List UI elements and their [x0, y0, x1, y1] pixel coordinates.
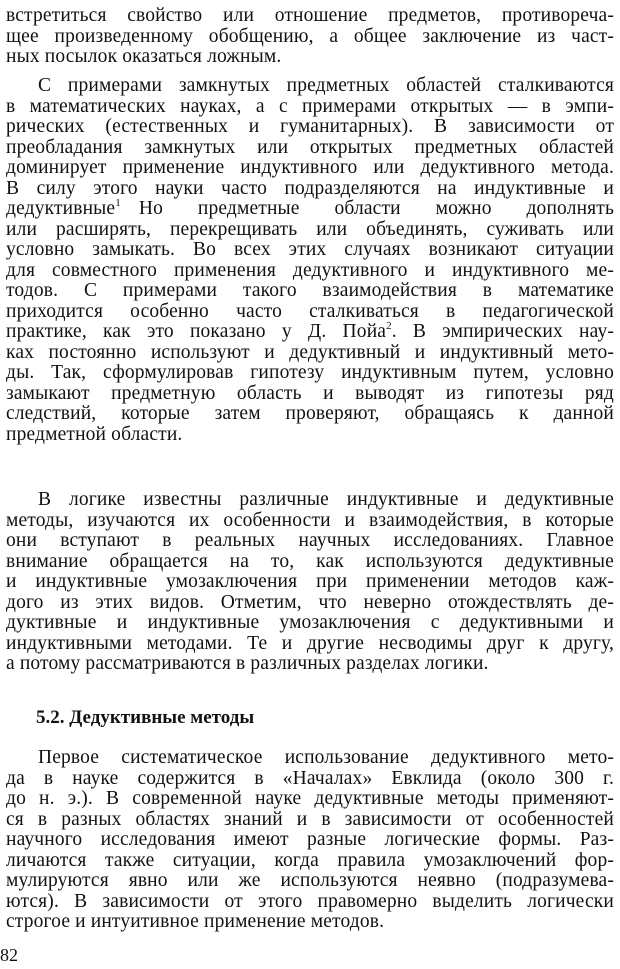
- text-line: тодов. С примерами такого взаимодействия в математике: [6, 280, 614, 301]
- text-line: до н. э.). В современной науке дедуктивные методы применяют-: [6, 788, 614, 809]
- text-line: ных посылок оказаться ложным.: [6, 46, 282, 67]
- text-line: строгое и интуитивное применение методов.: [6, 911, 385, 932]
- text-fragment: практике, как это показано у Д. Пойа: [6, 321, 387, 342]
- text-line: в математических науках, а с примерами открытых — в эмпи-: [6, 95, 614, 117]
- section-heading: 5.2. Дедуктивные методы: [36, 707, 255, 728]
- paragraph-continued: [6, 6, 614, 68]
- text-line: щее произведенному обобщению, а общее заключение из част-: [6, 25, 614, 47]
- text-line: и индуктивные умозаключения при применении методов каж-: [6, 571, 614, 592]
- text-line: Первое систематическое использование дедуктивного мето-: [38, 747, 614, 768]
- text-line: предметной области.: [6, 423, 183, 445]
- text-line: В силу этого науки часто подразделяются на индуктивные и: [6, 177, 614, 199]
- text-line: а потому рассматриваются в различных разделах логики.: [6, 653, 489, 674]
- text-line: дого из этих видов. Отметим, что неверно отождествлять де-: [6, 591, 614, 613]
- text-line: приходится особенно часто сталкиваться в педагогической: [6, 300, 614, 322]
- text-line: ках постоянно используют и дедуктивный и индуктивный мето-: [6, 341, 614, 363]
- text-line: они вступают в реальных научных исследованиях. Главное: [6, 530, 614, 551]
- text-line: условно замыкать. Во всех этих случаях возникают ситуации: [6, 239, 614, 260]
- text-line: встретиться свойство или отношение предметов, противореча-: [6, 5, 614, 26]
- text-line: следствий, которые затем проверяют, обращаясь к данной: [6, 403, 614, 424]
- text-line: личаются также ситуации, когда правила умозаключений фор-: [6, 849, 614, 871]
- text-line: да в науке содержится в «Началах» Евклида (около 300 г.: [6, 767, 614, 789]
- text-line: внимание обращается на то, как используются дедуктивные: [6, 550, 614, 572]
- text-fragment: дедуктивные: [6, 198, 116, 219]
- text-line: мулируются явно или же используются неявно (подразумева-: [6, 870, 614, 891]
- text-line: [6, 322, 614, 343]
- text-line: дуктивные и индуктивные умозаключения с дедуктивными и: [6, 612, 614, 633]
- paragraph-deductive-methods: [6, 748, 614, 933]
- paragraph-logic-methods: [6, 490, 614, 675]
- text-line: преобладания замкнутых или открытых предметных областей: [6, 136, 614, 158]
- text-line: ды. Так, сформулировав гипотезу индуктивным путем, условно: [6, 362, 614, 383]
- text-line: научного исследования имеют разные логические формы. Раз-: [6, 829, 614, 850]
- text-line: замыкают предметную область и выводят из гипотезы ряд: [6, 382, 614, 404]
- page-number: 82: [0, 945, 18, 965]
- text-line: методы, изучаются их особенности и взаимодействия, в которые: [6, 509, 614, 531]
- text-line: ются). В зависимости от этого правомерно выделить логически: [6, 890, 614, 912]
- text-fragment: . В эмпирических нау-: [391, 321, 615, 342]
- text-line: С примерами замкнутых предметных областей сталкиваются: [38, 75, 614, 96]
- text-line: индуктивными методами. Те и другие несводимы друг к другу,: [6, 632, 614, 654]
- text-line: для совместного применения дедуктивного и индуктивного ме-: [6, 259, 614, 281]
- text-line: рических (естественных и гуманитарных). В зависимости от: [6, 116, 614, 137]
- text-line: В логике известны различные индуктивные и дедуктивные: [38, 489, 614, 510]
- text-line: или расширять, перекрещивать или объединять, суживать или: [6, 218, 614, 240]
- text-line: [6, 199, 614, 220]
- footnote-marker: 1: [115, 197, 121, 209]
- footnote-marker: 2: [386, 320, 392, 332]
- text-fragment: Но предметные области можно дополнять: [138, 198, 614, 219]
- text-line: ся в разных областях знаний и в зависимости от особенностей: [6, 808, 614, 830]
- paragraph-closed-and-open-domains: [6, 76, 614, 445]
- text-line: доминирует применение индуктивного или дедуктивного метода.: [6, 157, 614, 178]
